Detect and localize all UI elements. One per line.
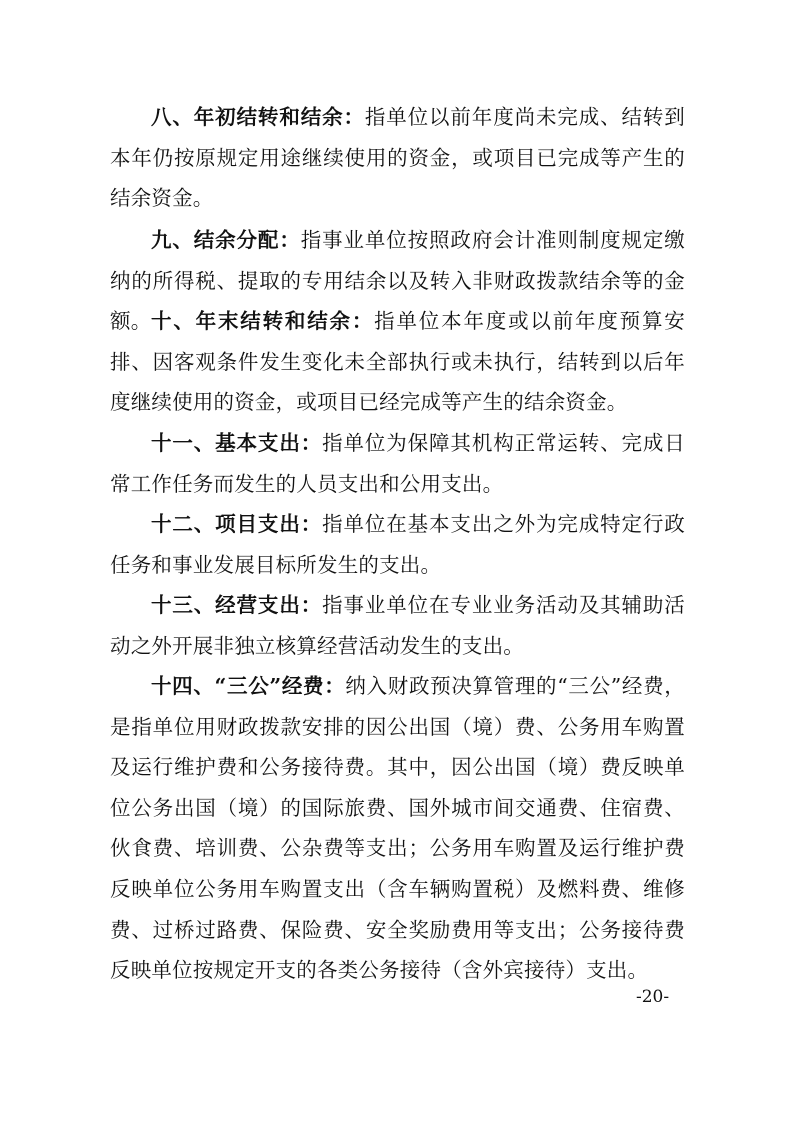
term-definition: 指单位以前年度尚未完成、结转到本年仍按原规定用途继续使用的资金，或项目已完成等产生的结余资金。 (110, 105, 685, 211)
term-definition: 指事业单位按照政府会计准则制度规定缴纳的所得税、提取的专用结余以及转入非财政拨款结余等的金额。 (110, 228, 685, 334)
term-heading: 十一、基本支出： (151, 431, 323, 455)
paragraph-year-start-carryover (110, 97, 685, 219)
term-heading: 九、结余分配： (151, 228, 301, 252)
paragraph-project-expenditure (110, 504, 685, 585)
paragraph-basic-expenditure (110, 423, 685, 504)
paragraph-operating-expenditure (110, 585, 685, 666)
page-number: -20- (636, 987, 670, 1007)
term-heading: 十、年末结转和结余： (151, 309, 375, 333)
term-definition: 指单位在基本支出之外为完成特定行政任务和事业发展目标所发生的支出。 (110, 512, 685, 577)
term-definition: 指单位本年度或以前年度预算安排、因客观条件发生变化未全部执行或未执行，结转到以后年度继续使用的资金，或项目已经完成等产生的结余资金。 (110, 309, 685, 415)
term-definition: 纳入财政预决算管理的“三公”经费，是指单位用财政拨款安排的因公出国（境）费、公务用车购置及运行维护费和公务接待费。其中，因公出国（境）费反映单位公务出国（境）的国际旅费、国外城市间交通费、住宿费、伙食费、培训费、公杂费等支出；公务用车购置及运行维护费反映单位公务用车购置支出（含车辆购置税）及燃料费、维修费、过桥过路费、保险费、安全奖励费用等支出；公务接待费反映单位按规定开支的各类公务接待（含外宾接待）支出。 (110, 674, 685, 983)
paragraph-year-end-carryover (110, 301, 685, 423)
term-heading: 十三、经营支出： (151, 593, 323, 617)
term-definition: 指事业单位在专业业务活动及其辅助活动之外开展非独立核算经营活动发生的支出。 (110, 593, 685, 658)
paragraph-three-public-expenses (110, 666, 685, 991)
term-heading: 十二、项目支出： (151, 512, 323, 536)
term-definition: 指单位为保障其机构正常运转、完成日常工作任务而发生的人员支出和公用支出。 (110, 431, 685, 496)
term-heading: 十四、“三公”经费： (151, 674, 346, 698)
term-heading: 八、年初结转和结余： (151, 105, 365, 129)
